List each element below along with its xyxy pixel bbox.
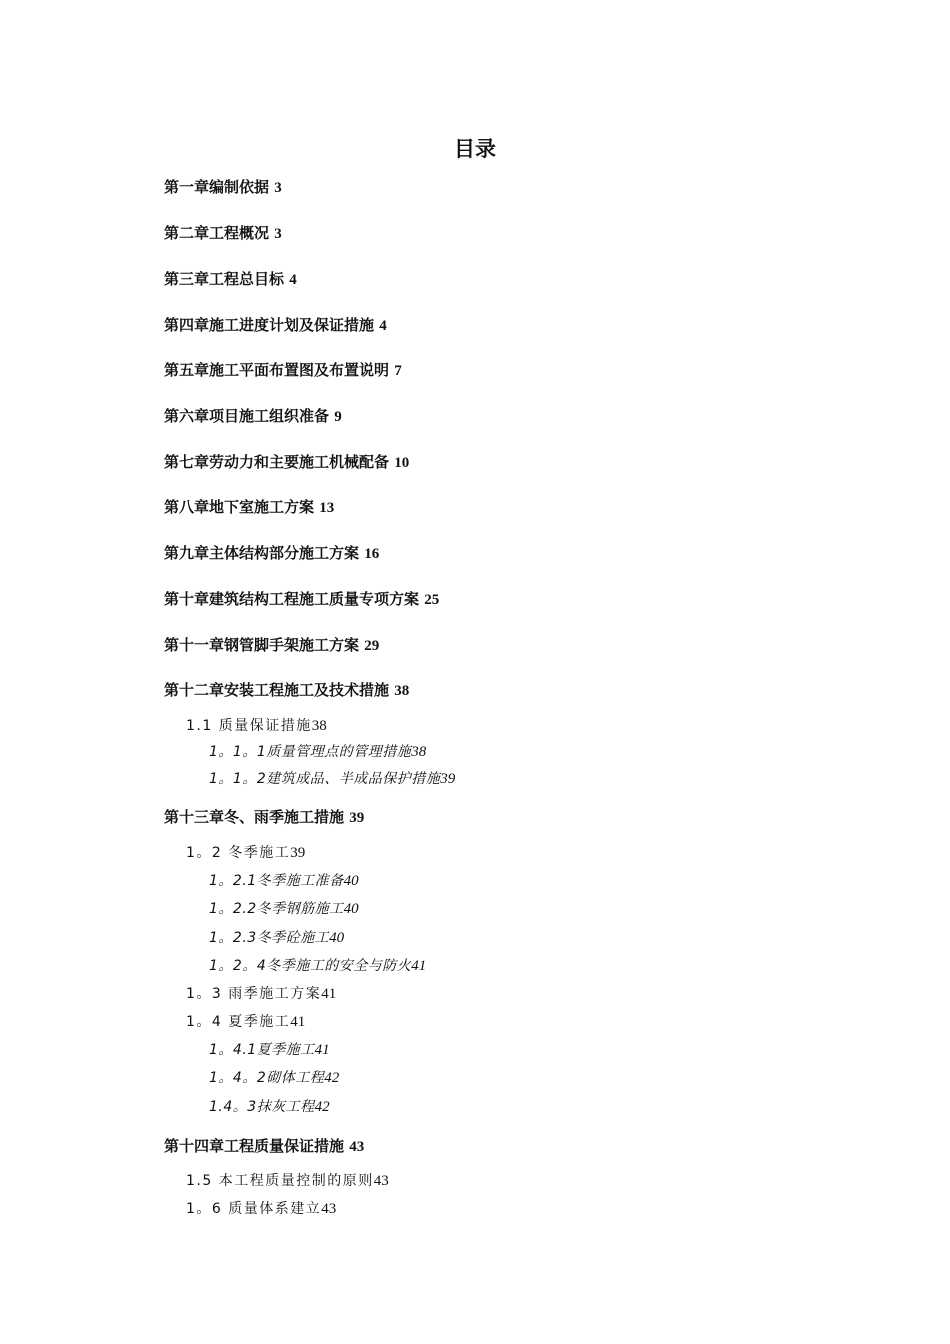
entry-text: 1.4。3抹灰工程	[209, 1099, 315, 1115]
toc-subsection[interactable]	[209, 772, 455, 787]
entry-text: 第十二章安装工程施工及技术措施	[164, 681, 390, 699]
entry-text: 第六章项目施工组织准备	[164, 407, 330, 425]
entry-text: 1。2.3冬季砼施工	[209, 930, 330, 946]
toc-subsection[interactable]	[209, 874, 359, 889]
entry-text: 1。4。2砌体工程	[209, 1070, 325, 1086]
entry-text: 1。4 夏季施工	[186, 1014, 291, 1030]
toc-title: 目录	[454, 137, 496, 161]
page-number: 10	[394, 455, 410, 471]
entry-text: 第八章地下室施工方案	[164, 498, 315, 516]
entry-text: 第三章工程总目标	[164, 270, 285, 288]
page-number: 4	[289, 272, 297, 288]
toc-subsection[interactable]	[209, 931, 344, 946]
page-number: 9	[334, 409, 342, 425]
page-number: 38	[411, 744, 427, 760]
page-number: 39	[349, 810, 365, 826]
entry-text: 第七章劳动力和主要施工机械配备	[164, 453, 390, 471]
page-number: 41	[314, 1042, 330, 1058]
page-number: 41	[290, 1014, 306, 1030]
toc-section[interactable]	[186, 719, 327, 734]
entry-text: 1。1。2建筑成品、半成品保护措施	[209, 771, 441, 787]
page-number: 13	[319, 500, 335, 516]
page-number: 43	[321, 1201, 337, 1217]
entry-text: 第十四章工程质量保证措施	[164, 1137, 345, 1155]
entry-text: 第十三章冬、雨季施工措施	[164, 808, 345, 826]
page-number: 40	[329, 930, 345, 946]
entry-text: 1。2。4冬季施工的安全与防火	[209, 958, 412, 974]
page-number: 42	[324, 1070, 340, 1086]
toc-subsection[interactable]	[209, 1043, 330, 1058]
page-number: 3	[274, 226, 282, 242]
toc-chapter-3[interactable]	[164, 272, 297, 288]
page-number: 7	[394, 363, 402, 379]
entry-text: 1.5 本工程质量控制的原则	[186, 1173, 374, 1189]
entry-text: 第四章施工进度计划及保证措施	[164, 316, 375, 334]
entry-text: 第五章施工平面布置图及布置说明	[164, 361, 390, 379]
toc-chapter-13[interactable]	[164, 810, 364, 826]
toc-section[interactable]	[186, 1174, 389, 1189]
page-number: 41	[321, 986, 337, 1002]
page-number: 40	[343, 873, 359, 889]
page-number: 43	[373, 1173, 389, 1189]
entry-text: 1。2.1冬季施工准备	[209, 873, 344, 889]
page-number: 4	[379, 318, 387, 334]
entry-text: 第九章主体结构部分施工方案	[164, 544, 360, 562]
entry-text: 1。4.1夏季施工	[209, 1042, 315, 1058]
entry-text: 第十章建筑结构工程施工质量专项方案	[164, 590, 420, 608]
toc-chapter-10[interactable]	[164, 592, 439, 608]
toc-chapter-2[interactable]	[164, 226, 282, 242]
page-number: 16	[364, 546, 380, 562]
entry-text: 第十一章钢管脚手架施工方案	[164, 636, 360, 654]
toc-chapter-8[interactable]	[164, 500, 334, 516]
entry-text: 1。1。1质量管理点的管理措施	[209, 744, 412, 760]
toc-chapter-1[interactable]	[164, 180, 282, 196]
entry-text: 1。6 质量体系建立	[186, 1201, 322, 1217]
toc-chapter-4[interactable]	[164, 318, 387, 334]
page-number: 38	[394, 683, 410, 699]
toc-subsection[interactable]	[209, 959, 426, 974]
page-number: 41	[411, 958, 427, 974]
toc-subsection[interactable]	[209, 1071, 339, 1086]
toc-chapter-7[interactable]	[164, 455, 409, 471]
toc-chapter-14[interactable]	[164, 1139, 364, 1155]
toc-chapter-11[interactable]	[164, 638, 379, 654]
toc-chapter-5[interactable]	[164, 363, 402, 379]
toc-subsection[interactable]	[209, 745, 426, 760]
page-number: 43	[349, 1139, 365, 1155]
entry-text: 第一章编制依据	[164, 178, 270, 196]
entry-text: 1。3 雨季施工方案	[186, 986, 322, 1002]
page-number: 25	[424, 592, 440, 608]
toc-subsection[interactable]	[209, 1100, 330, 1115]
toc-chapter-12[interactable]	[164, 683, 409, 699]
page-number: 42	[314, 1099, 330, 1115]
entry-text: 1.1 质量保证措施	[186, 718, 312, 734]
toc-section[interactable]	[186, 846, 305, 861]
page-number: 38	[311, 718, 327, 734]
page-number: 39	[440, 771, 456, 787]
toc-chapter-9[interactable]	[164, 546, 379, 562]
toc-section[interactable]	[186, 987, 336, 1002]
entry-text: 第二章工程概况	[164, 224, 270, 242]
toc-subsection[interactable]	[209, 902, 359, 917]
toc-section[interactable]	[186, 1202, 336, 1217]
entry-text: 1。2.2冬季钢筋施工	[209, 901, 344, 917]
page-number: 3	[274, 180, 282, 196]
page-number: 40	[343, 901, 359, 917]
toc-chapter-6[interactable]	[164, 409, 342, 425]
page-number: 39	[290, 845, 306, 861]
entry-text: 1。2 冬季施工	[186, 845, 291, 861]
toc-section[interactable]	[186, 1015, 305, 1030]
page-number: 29	[364, 638, 380, 654]
